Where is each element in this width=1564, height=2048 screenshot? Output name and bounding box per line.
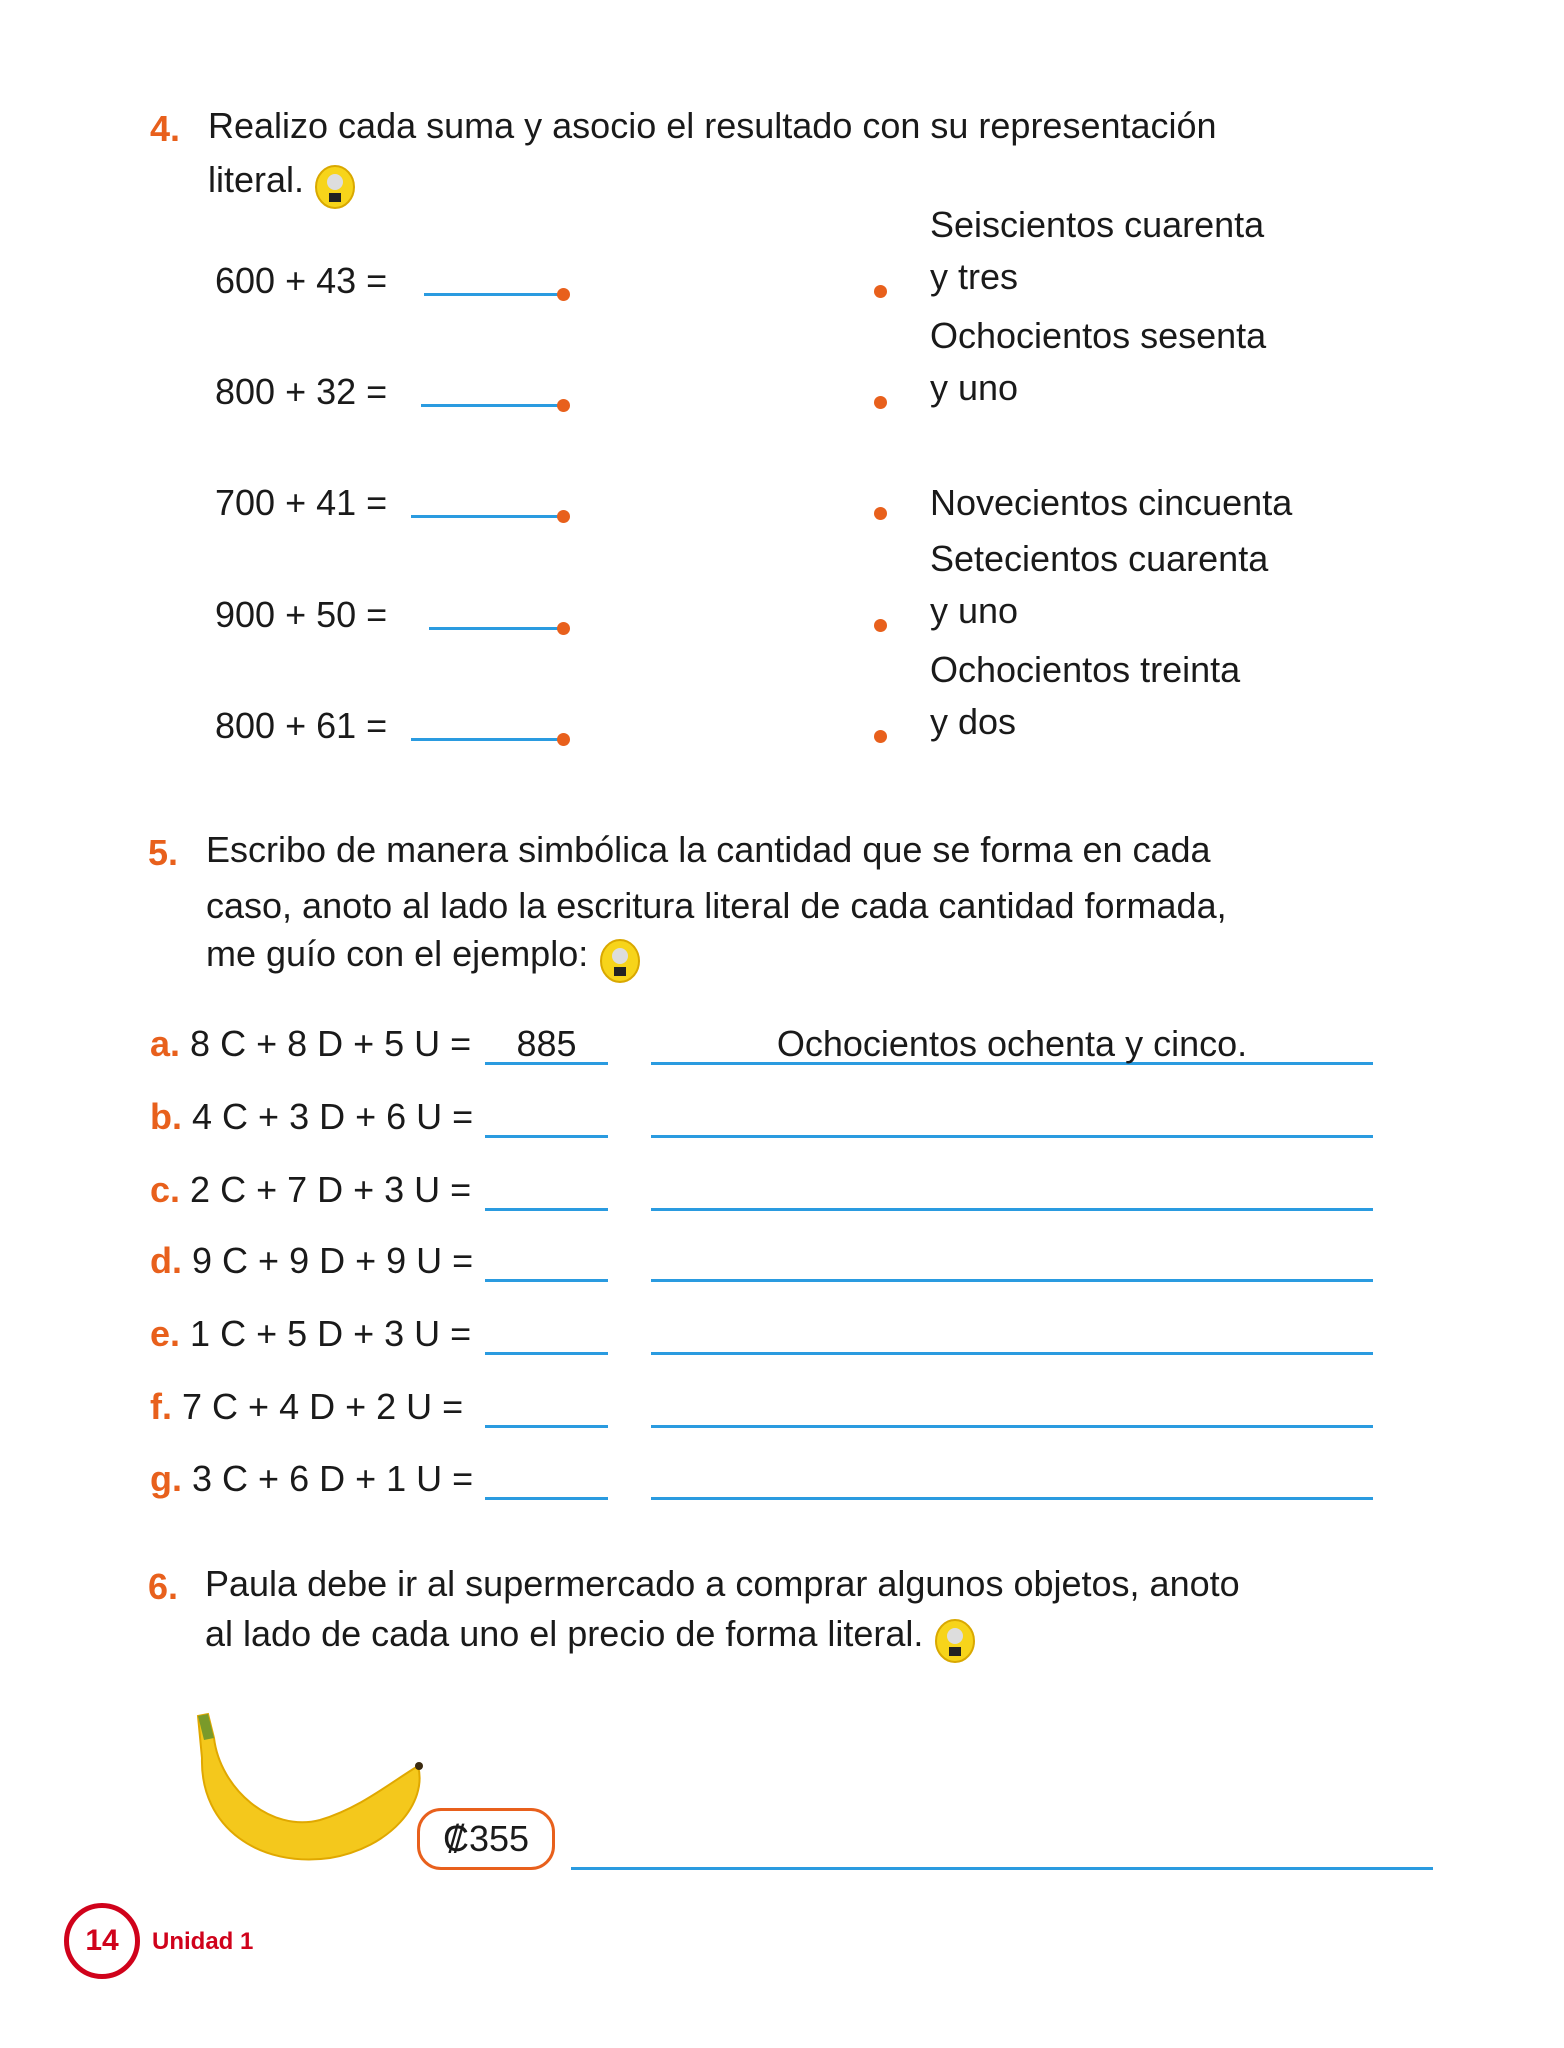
row-expression: 7 C + 4 D + 2 U = <box>182 1386 464 1427</box>
exercise-row <box>150 1386 464 1427</box>
row-label: c. <box>150 1169 181 1210</box>
sum-answer-blank[interactable] <box>429 627 558 630</box>
literal-answer-blank[interactable] <box>651 1425 1373 1428</box>
question-5-text-line1: Escribo de manera simbólica la cantidad que se forma en cada <box>206 829 1211 870</box>
unit-label: Unidad 1 <box>152 1928 254 1955</box>
sum-expression: 800 + 61 = <box>215 705 388 746</box>
exercise-row <box>150 1023 472 1064</box>
number-answer-blank[interactable] <box>485 1352 608 1355</box>
match-dot-left[interactable] <box>557 510 570 523</box>
match-dot-left[interactable] <box>557 288 570 301</box>
literal-option-line2: y uno <box>930 590 1019 631</box>
sum-answer-blank[interactable] <box>411 738 558 741</box>
literal-answer-blank[interactable] <box>651 1208 1373 1211</box>
row-expression: 4 C + 3 D + 6 U = <box>192 1096 474 1137</box>
row-label: g. <box>150 1458 182 1499</box>
number-answer-blank[interactable] <box>485 1425 608 1428</box>
row-expression: 1 C + 5 D + 3 U = <box>190 1313 472 1354</box>
literal-option-line2: y tres <box>930 256 1019 297</box>
literal-answer-blank[interactable] <box>651 1279 1373 1282</box>
row-expression: 3 C + 6 D + 1 U = <box>192 1458 474 1499</box>
literal-option-line1: Ochocientos treinta <box>930 649 1241 690</box>
question-4-text-line2: literal. <box>208 159 305 200</box>
sum-answer-blank[interactable] <box>421 404 558 407</box>
exercise-row <box>150 1240 474 1281</box>
literal-option-line1: Seiscientos cuarenta <box>930 204 1265 245</box>
number-answer-blank[interactable] <box>485 1497 608 1500</box>
banana-image <box>190 1708 430 1868</box>
literal-answer-blank[interactable] <box>651 1352 1373 1355</box>
literal-option-line2: y uno <box>930 367 1019 408</box>
match-dot-right[interactable] <box>874 619 887 632</box>
exercise-row <box>150 1169 472 1210</box>
question-number-4: 4. <box>150 108 181 149</box>
literal-answer-blank[interactable] <box>651 1135 1373 1138</box>
match-dot-right[interactable] <box>874 285 887 298</box>
sum-answer-blank[interactable] <box>424 293 558 296</box>
row-label: e. <box>150 1313 181 1354</box>
literal-answer: Ochocientos ochenta y cinco. <box>776 1023 1248 1064</box>
number-answer-blank[interactable] <box>485 1279 608 1282</box>
page-number: 14 <box>85 1924 119 1957</box>
question-5-text-line3: me guío con el ejemplo: <box>206 933 589 974</box>
question-5-text-line2: caso, anoto al lado la escritura literal de cada cantidad formada, <box>206 885 1227 926</box>
row-label: b. <box>150 1096 182 1137</box>
literal-option-line1: Novecientos cincuenta <box>930 482 1293 523</box>
row-expression: 8 C + 8 D + 5 U = <box>190 1023 472 1064</box>
match-dot-left[interactable] <box>557 733 570 746</box>
match-dot-left[interactable] <box>557 622 570 635</box>
row-label: a. <box>150 1023 181 1064</box>
sum-expression: 700 + 41 = <box>215 482 388 523</box>
lightbulb-icon <box>599 939 641 985</box>
exercise-row <box>150 1096 474 1137</box>
sum-answer-blank[interactable] <box>411 515 558 518</box>
sum-expression: 600 + 43 = <box>215 260 388 301</box>
lightbulb-icon <box>314 165 356 211</box>
question-6-text-line1: Paula debe ir al supermercado a comprar algunos objetos, anoto <box>205 1563 1240 1604</box>
exercise-row <box>150 1458 474 1499</box>
row-label: d. <box>150 1240 182 1281</box>
price-literal-blank[interactable] <box>571 1867 1433 1870</box>
number-answer: 885 <box>516 1023 577 1064</box>
match-dot-right[interactable] <box>874 396 887 409</box>
question-number-6: 6. <box>148 1566 179 1607</box>
question-4-text-line1: Realizo cada suma y asocio el resultado con su representación <box>208 105 1217 146</box>
row-expression: 9 C + 9 D + 9 U = <box>192 1240 474 1281</box>
question-6-text-line2: al lado de cada uno el precio de forma literal. <box>205 1613 924 1654</box>
literal-option-line1: Ochocientos sesenta <box>930 315 1267 356</box>
literal-answer-blank[interactable] <box>651 1497 1373 1500</box>
question-number-5: 5. <box>148 832 179 873</box>
literal-option-line1: Setecientos cuarenta <box>930 538 1269 579</box>
match-dot-right[interactable] <box>874 730 887 743</box>
lightbulb-icon <box>934 1619 976 1665</box>
number-answer-blank[interactable] <box>485 1208 608 1211</box>
match-dot-right[interactable] <box>874 507 887 520</box>
literal-option-line2: y dos <box>930 701 1017 742</box>
exercise-row <box>150 1313 472 1354</box>
row-label: f. <box>150 1386 172 1427</box>
row-expression: 2 C + 7 D + 3 U = <box>190 1169 472 1210</box>
sum-expression: 800 + 32 = <box>215 371 388 412</box>
match-dot-left[interactable] <box>557 399 570 412</box>
price-tag: ₡355 <box>442 1818 530 1859</box>
sum-expression: 900 + 50 = <box>215 594 388 635</box>
number-answer-blank[interactable] <box>485 1135 608 1138</box>
